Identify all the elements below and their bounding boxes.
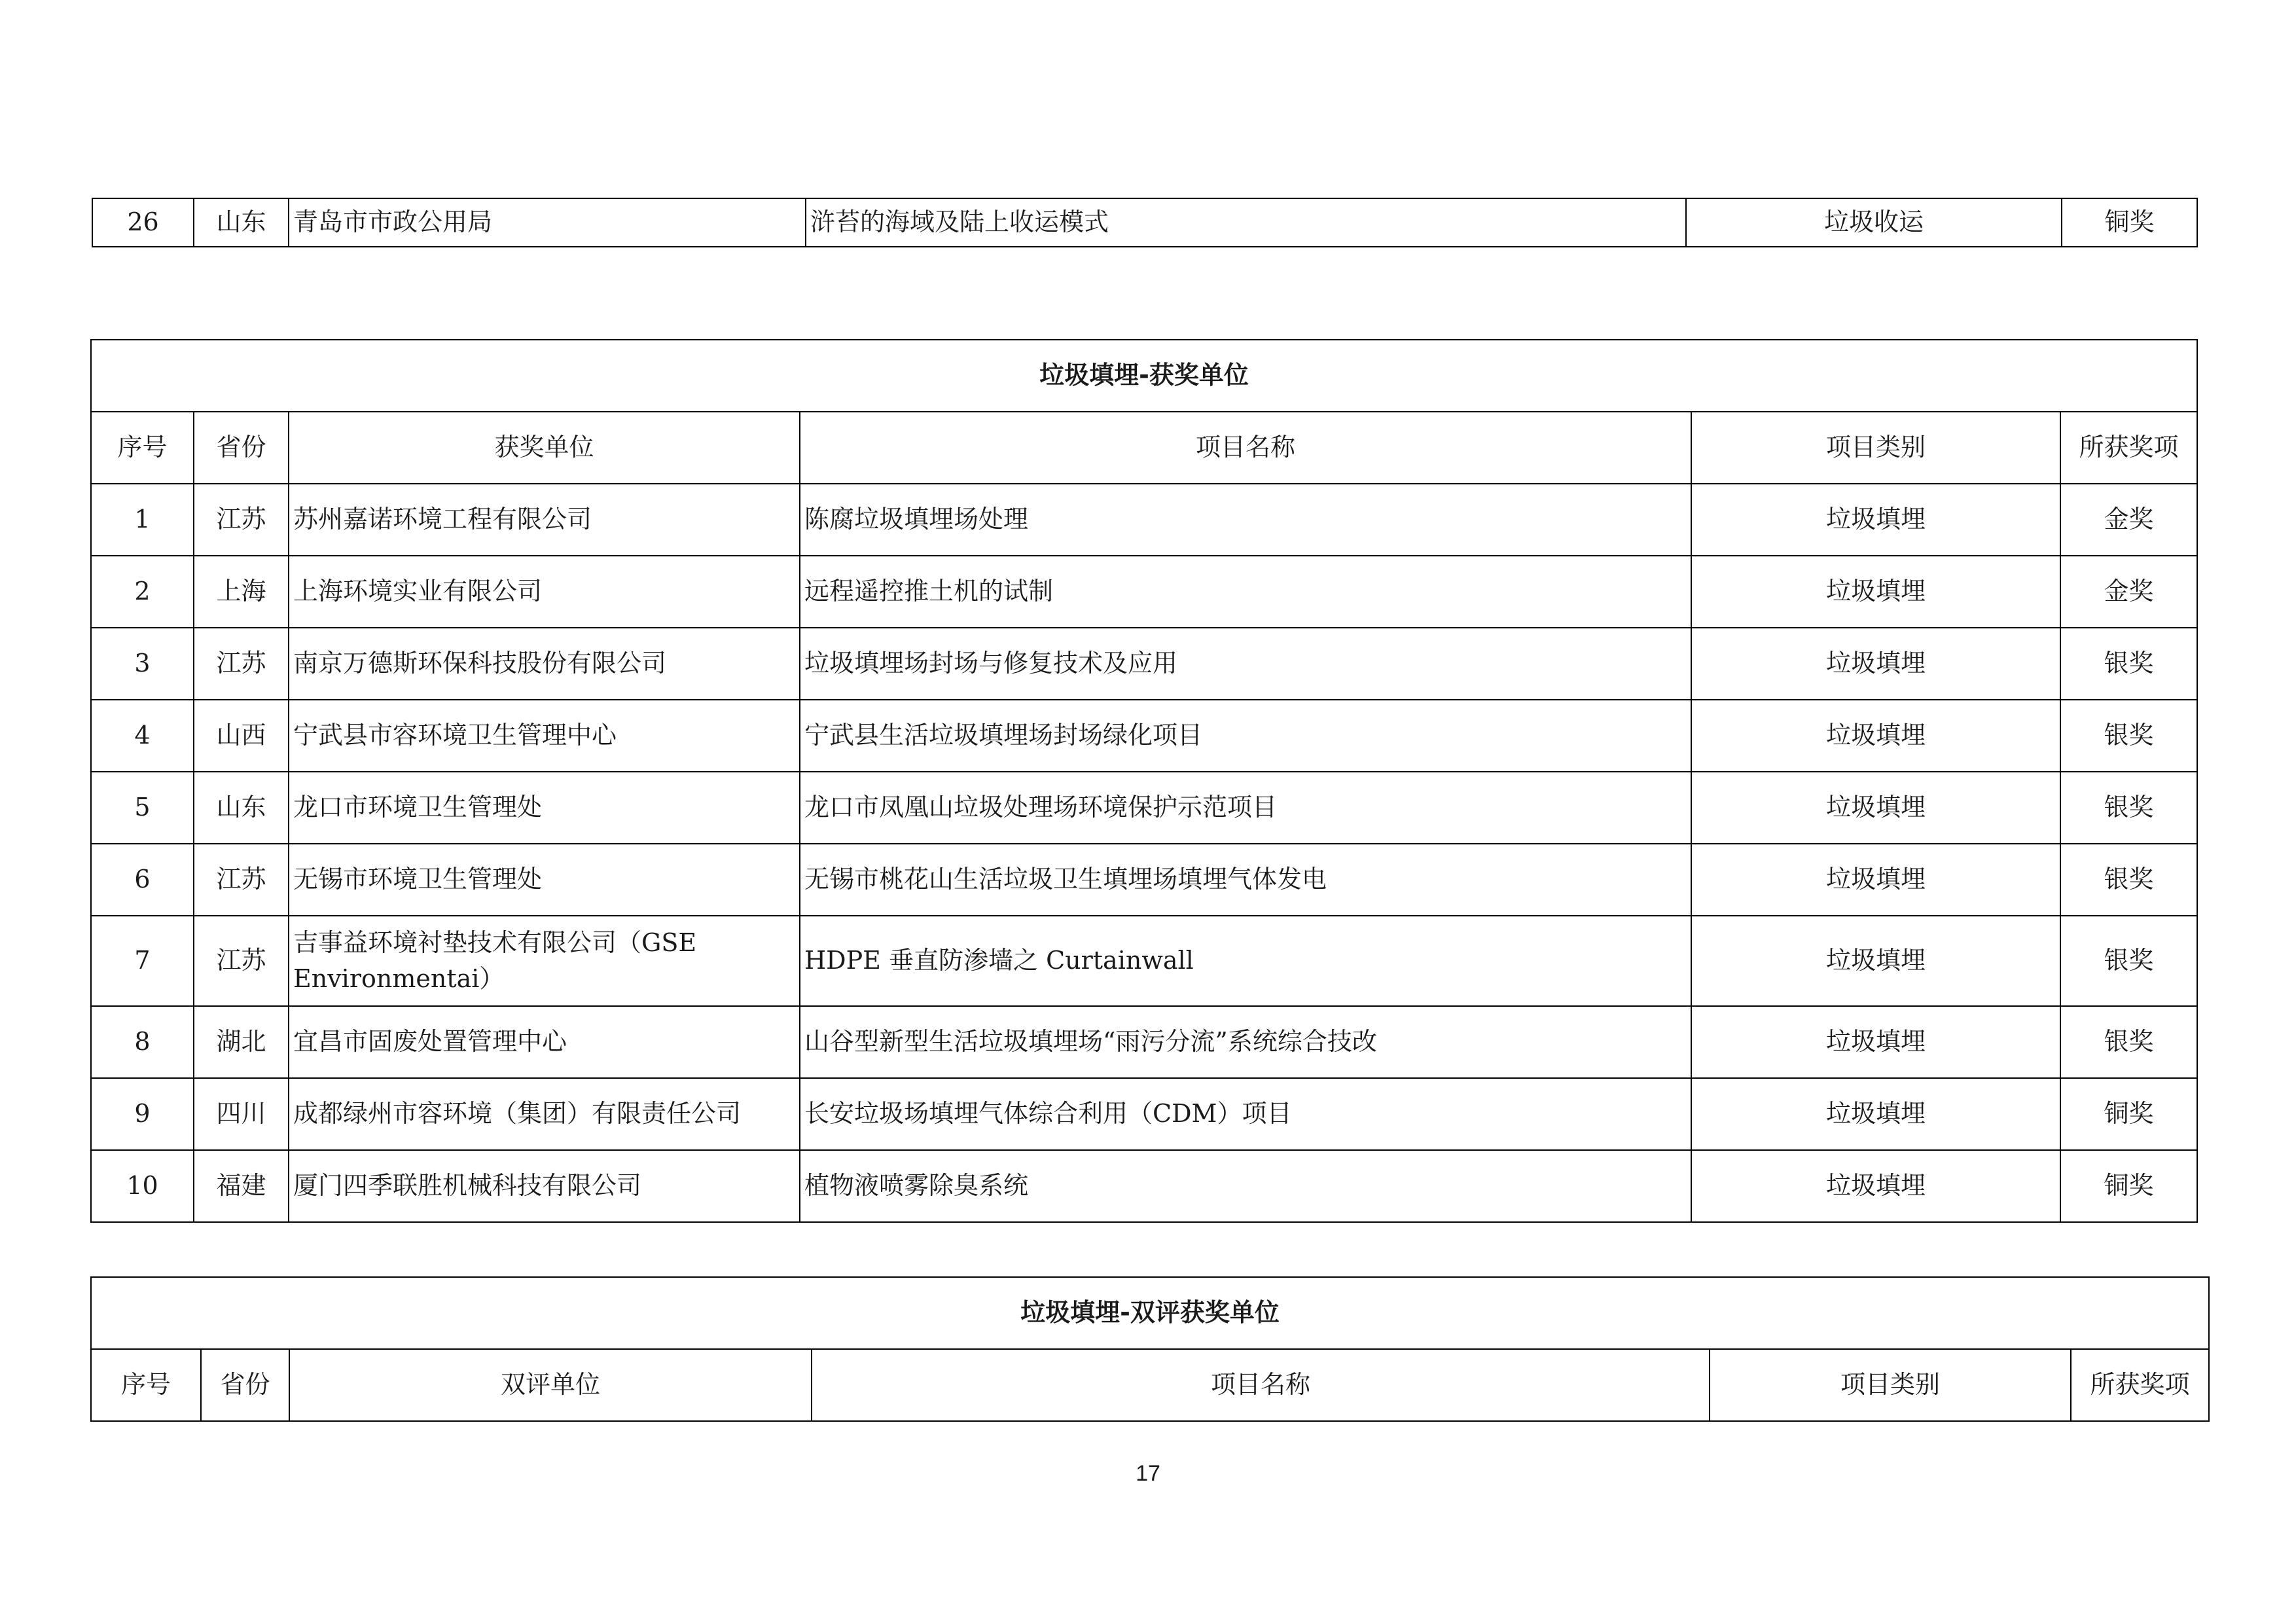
cell-category: 垃圾填埋 xyxy=(1691,1078,2060,1150)
cell-no: 1 xyxy=(91,484,194,556)
header-project: 项目名称 xyxy=(812,1349,1710,1421)
table-row xyxy=(91,628,2197,700)
header-province: 省份 xyxy=(194,412,289,484)
cell-province: 江苏 xyxy=(194,844,289,916)
table-row xyxy=(92,198,2197,247)
cell-award: 金奖 xyxy=(2060,556,2197,628)
table-title: 垃圾填埋-获奖单位 xyxy=(91,340,2197,412)
table-row xyxy=(91,1150,2197,1222)
cell-project: 陈腐垃圾填埋场处理 xyxy=(800,484,1691,556)
cell-unit: 南京万德斯环保科技股份有限公司 xyxy=(289,628,800,700)
cell-province: 江苏 xyxy=(194,628,289,700)
cell-no: 7 xyxy=(91,916,194,1006)
cell-no: 6 xyxy=(91,844,194,916)
cell-unit: 宜昌市固废处置管理中心 xyxy=(289,1006,800,1078)
cell-project: 长安垃圾场填埋气体综合利用（CDM）项目 xyxy=(800,1078,1691,1150)
cell-unit: 龙口市环境卫生管理处 xyxy=(289,772,800,844)
table-header-row xyxy=(91,1349,2209,1421)
cell-category: 垃圾收运 xyxy=(1686,198,2062,247)
header-unit: 获奖单位 xyxy=(289,412,800,484)
cell-award: 银奖 xyxy=(2060,628,2197,700)
cell-category: 垃圾填埋 xyxy=(1691,484,2060,556)
cell-category: 垃圾填埋 xyxy=(1691,1150,2060,1222)
table-row xyxy=(91,772,2197,844)
cell-award: 铜奖 xyxy=(2062,198,2197,247)
cell-no: 4 xyxy=(91,700,194,772)
cell-category: 垃圾填埋 xyxy=(1691,916,2060,1006)
cell-category: 垃圾填埋 xyxy=(1691,1006,2060,1078)
cell-award: 铜奖 xyxy=(2060,1078,2197,1150)
cell-project: 植物液喷雾除臭系统 xyxy=(800,1150,1691,1222)
table-header-row xyxy=(91,412,2197,484)
cell-province: 四川 xyxy=(194,1078,289,1150)
table-row xyxy=(91,844,2197,916)
cell-unit: 上海环境实业有限公司 xyxy=(289,556,800,628)
cell-award: 银奖 xyxy=(2060,916,2197,1006)
cell-award: 金奖 xyxy=(2060,484,2197,556)
cell-unit: 苏州嘉诺环境工程有限公司 xyxy=(289,484,800,556)
cell-category: 垃圾填埋 xyxy=(1691,628,2060,700)
cell-province: 山西 xyxy=(194,700,289,772)
cell-province: 湖北 xyxy=(194,1006,289,1078)
cell-unit: 无锡市环境卫生管理处 xyxy=(289,844,800,916)
cell-no: 3 xyxy=(91,628,194,700)
table-row xyxy=(91,1006,2197,1078)
cell-province: 江苏 xyxy=(194,916,289,1006)
header-no: 序号 xyxy=(91,412,194,484)
cell-province: 福建 xyxy=(194,1150,289,1222)
cell-project: 无锡市桃花山生活垃圾卫生填埋场填埋气体发电 xyxy=(800,844,1691,916)
cell-no: 10 xyxy=(91,1150,194,1222)
cell-project: 宁武县生活垃圾填埋场封场绿化项目 xyxy=(800,700,1691,772)
page-number: 17 xyxy=(1136,1461,1160,1486)
landfill-award-table xyxy=(90,339,2198,1223)
header-unit: 双评单位 xyxy=(289,1349,812,1421)
cell-province: 上海 xyxy=(194,556,289,628)
cell-award: 银奖 xyxy=(2060,700,2197,772)
header-category: 项目类别 xyxy=(1710,1349,2071,1421)
cell-unit: 青岛市市政公用局 xyxy=(289,198,806,247)
cell-no: 2 xyxy=(91,556,194,628)
cell-award: 银奖 xyxy=(2060,844,2197,916)
cell-no: 26 xyxy=(92,198,194,247)
cell-award: 铜奖 xyxy=(2060,1150,2197,1222)
continuation-table xyxy=(92,198,2198,247)
cell-category: 垃圾填埋 xyxy=(1691,700,2060,772)
header-province: 省份 xyxy=(201,1349,289,1421)
cell-award: 银奖 xyxy=(2060,772,2197,844)
header-award: 所获奖项 xyxy=(2060,412,2197,484)
cell-no: 5 xyxy=(91,772,194,844)
cell-no: 9 xyxy=(91,1078,194,1150)
cell-province: 山东 xyxy=(194,198,289,247)
table-row xyxy=(91,1078,2197,1150)
cell-category: 垃圾填埋 xyxy=(1691,844,2060,916)
cell-province: 江苏 xyxy=(194,484,289,556)
table-row xyxy=(91,916,2197,1006)
table-row xyxy=(91,484,2197,556)
header-category: 项目类别 xyxy=(1691,412,2060,484)
cell-award: 银奖 xyxy=(2060,1006,2197,1078)
cell-unit: 吉事益环境衬垫技术有限公司（GSE Environmentai） xyxy=(289,916,800,1006)
header-project: 项目名称 xyxy=(800,412,1691,484)
table-title-row xyxy=(91,340,2197,412)
header-no: 序号 xyxy=(91,1349,201,1421)
cell-project: HDPE 垂直防渗墙之 Curtainwall xyxy=(800,916,1691,1006)
cell-unit: 厦门四季联胜机械科技有限公司 xyxy=(289,1150,800,1222)
cell-unit: 成都绿州市容环境（集团）有限责任公司 xyxy=(289,1078,800,1150)
cell-project: 龙口市凤凰山垃圾处理场环境保护示范项目 xyxy=(800,772,1691,844)
header-award: 所获奖项 xyxy=(2071,1349,2209,1421)
table-row xyxy=(91,556,2197,628)
dual-evaluation-table xyxy=(90,1276,2210,1422)
cell-project: 山谷型新型生活垃圾填埋场“雨污分流”系统综合技改 xyxy=(800,1006,1691,1078)
table-title: 垃圾填埋-双评获奖单位 xyxy=(91,1277,2209,1349)
cell-project: 远程遥控推土机的试制 xyxy=(800,556,1691,628)
cell-category: 垃圾填埋 xyxy=(1691,772,2060,844)
cell-project: 垃圾填埋场封场与修复技术及应用 xyxy=(800,628,1691,700)
table-row xyxy=(91,700,2197,772)
cell-category: 垃圾填埋 xyxy=(1691,556,2060,628)
cell-no: 8 xyxy=(91,1006,194,1078)
cell-province: 山东 xyxy=(194,772,289,844)
cell-project: 浒苔的海域及陆上收运模式 xyxy=(806,198,1686,247)
table-title-row xyxy=(91,1277,2209,1349)
cell-unit: 宁武县市容环境卫生管理中心 xyxy=(289,700,800,772)
